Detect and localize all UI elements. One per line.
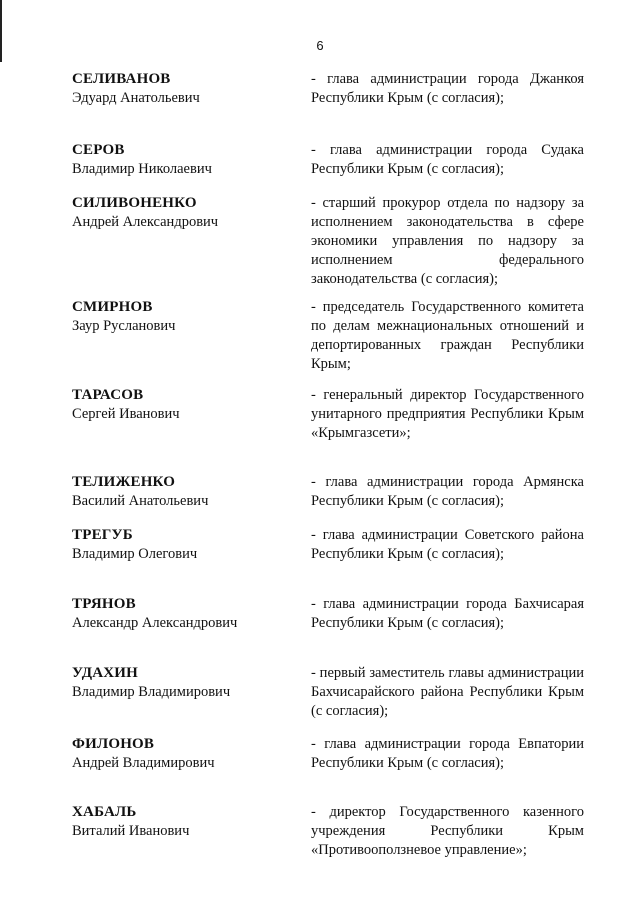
member-given-name: Владимир Владимирович [72, 684, 231, 700]
member-role: - генеральный директор Государственного унитарного предприятия Республики Крым «Крымгазсети»; [311, 387, 584, 441]
member-role: - директор Государственного казенного учреждения Республики Крым «Противооползневое управление»; [311, 804, 584, 858]
member-given-name: Сергей Иванович [72, 406, 180, 422]
member-name [72, 473, 302, 511]
member-role: - глава администрации города Джанкоя Республики Крым (с согласия); [311, 71, 584, 106]
member-role: - глава администрации города Бахчисарая Республики Крым (с согласия); [311, 596, 584, 631]
member-surname: ТРЕГУБ [72, 527, 133, 543]
member-surname: ТАРАСОВ [72, 387, 144, 403]
member-role: - старший прокурор отдела по надзору за исполнением законодательства в сфере экономики управления по надзору за исполнением федерального законодательства (с согласия); [311, 195, 584, 287]
member-role: - глава администрации города Армянска Республики Крым (с согласия); [311, 474, 584, 509]
member-name [72, 298, 302, 336]
member-surname: ХАБАЛЬ [72, 804, 137, 820]
member-surname: ТЕЛИЖЕНКО [72, 474, 176, 490]
member-surname: СИЛИВОНЕНКО [72, 195, 197, 211]
member-surname: СЕРОВ [72, 142, 125, 158]
member-given-name: Владимир Николаевич [72, 161, 212, 177]
member-given-name: Василий Анатольевич [72, 493, 209, 509]
member-role: - первый заместитель главы администрации Бахчисарайского района Республики Крым (с согласия); [311, 665, 584, 719]
member-role: - глава администрации города Судака Республики Крым (с согласия); [311, 142, 584, 177]
member-name [72, 386, 302, 424]
member-role: - председатель Государственного комитета по делам межнациональных отношений и депортированных граждан Республики Крым; [311, 299, 584, 372]
member-given-name: Виталий Иванович [72, 823, 190, 839]
member-role: - глава администрации города Евпатории Республики Крым (с согласия); [311, 736, 584, 771]
member-surname: СМИРНОВ [72, 299, 153, 315]
member-name [72, 735, 302, 773]
member-given-name: Эдуард Анатольевич [72, 90, 200, 106]
member-role: - глава администрации Советского района Республики Крым (с согласия); [311, 527, 584, 562]
member-name [72, 664, 302, 702]
member-surname: ФИЛОНОВ [72, 736, 155, 752]
member-surname: СЕЛИВАНОВ [72, 71, 171, 87]
member-surname: ТРЯНОВ [72, 596, 136, 612]
member-given-name: Владимир Олегович [72, 546, 198, 562]
page-number: 6 [316, 38, 324, 53]
member-given-name: Андрей Александрович [72, 214, 219, 230]
member-name [72, 595, 302, 633]
member-given-name: Андрей Владимирович [72, 755, 215, 771]
member-given-name: Заур Русланович [72, 318, 176, 334]
member-given-name: Александр Александрович [72, 615, 238, 631]
member-name [72, 70, 302, 108]
member-name [72, 141, 302, 179]
member-surname: УДАХИН [72, 665, 139, 681]
member-name [72, 803, 302, 841]
member-name [72, 526, 302, 564]
member-name [72, 194, 302, 232]
